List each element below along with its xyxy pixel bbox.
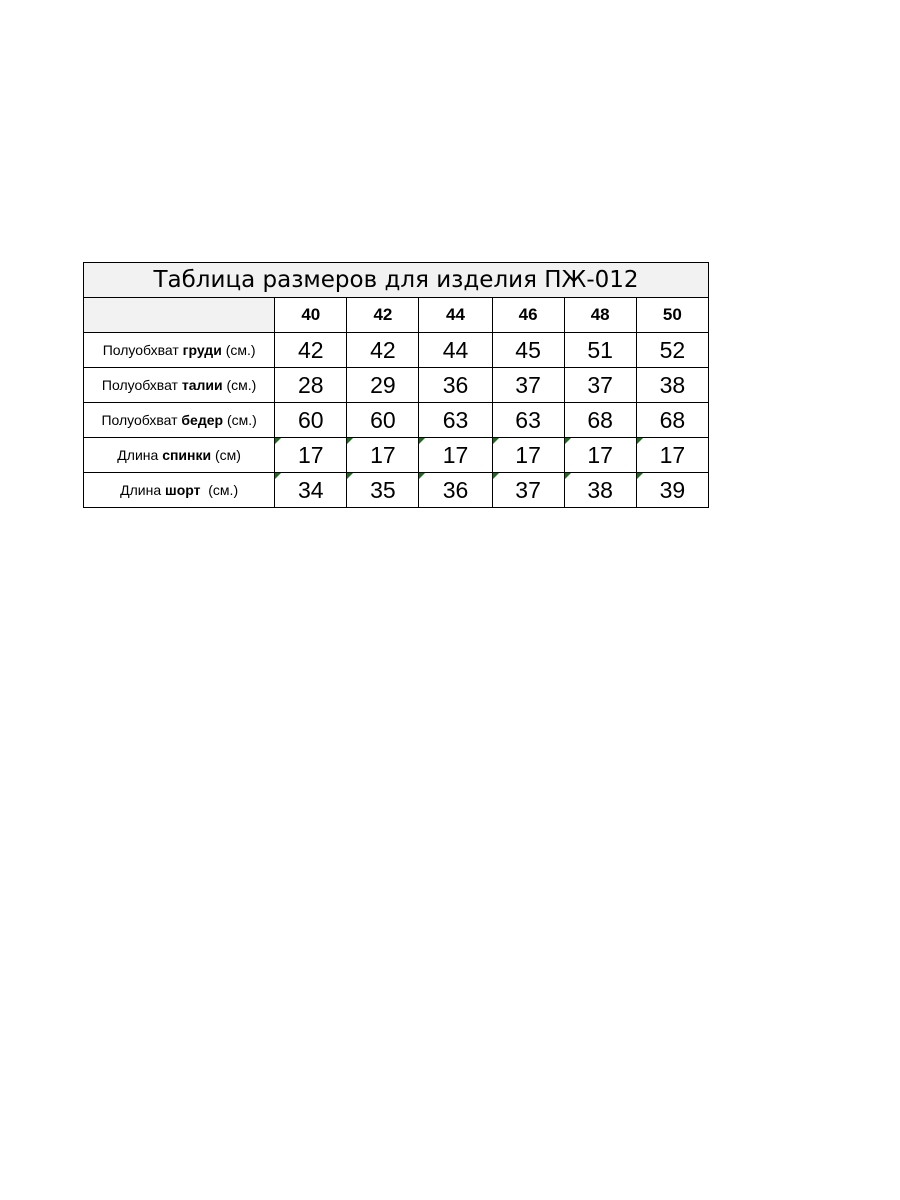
value-cell: [347, 403, 419, 438]
value-cell: [492, 368, 564, 403]
row-label-prefix: Полуобхват: [101, 412, 182, 428]
value-text: 37: [515, 371, 541, 398]
cell-marker-icon: [347, 473, 353, 479]
value-text: 17: [442, 441, 469, 468]
value-cell: [275, 368, 347, 403]
value-text: 34: [298, 476, 324, 503]
value-text: 60: [298, 406, 324, 433]
value-text: 44: [442, 336, 469, 363]
value-text: 42: [370, 336, 396, 363]
size-chart-table: [83, 262, 709, 508]
value-cell: [347, 333, 419, 368]
value-text: 37: [515, 476, 541, 503]
table-title: Таблица размеров для изделия ПЖ-012: [84, 263, 709, 298]
row-label-measure: груди: [182, 342, 222, 358]
value-text: 28: [298, 371, 324, 398]
value-cell: [275, 473, 347, 508]
value-cell: [564, 403, 636, 438]
value-text: 38: [587, 476, 613, 503]
value-cell: [275, 403, 347, 438]
value-text: 60: [370, 406, 396, 433]
cell-marker-icon: [275, 473, 281, 479]
value-cell: [492, 403, 564, 438]
row-label-measure: шорт: [165, 482, 201, 498]
value-cell: [564, 438, 636, 473]
size-header-cell: 50: [636, 298, 708, 333]
row-label-measure: талии: [181, 377, 223, 393]
size-header-cell: 40: [275, 298, 347, 333]
row-label-measure: бедер: [181, 412, 224, 428]
cell-marker-icon: [637, 438, 643, 444]
value-cell: [419, 438, 492, 473]
value-cell: [347, 368, 419, 403]
value-text: 52: [659, 336, 686, 363]
value-cell: [492, 333, 564, 368]
value-text: 38: [659, 371, 686, 398]
value-text: 63: [515, 406, 541, 433]
row-label-prefix: Длина: [117, 447, 163, 463]
value-cell: [564, 333, 636, 368]
value-text: 17: [370, 441, 396, 468]
cell-marker-icon: [275, 438, 281, 444]
size-header-row: [84, 298, 709, 333]
row-label-cell: [84, 438, 275, 473]
value-cell: [419, 333, 492, 368]
value-text: 36: [442, 371, 469, 398]
value-text: 51: [587, 336, 613, 363]
value-cell: [492, 438, 564, 473]
measurement-rows: [84, 333, 709, 508]
value-cell: [419, 473, 492, 508]
value-cell: [636, 333, 708, 368]
value-text: 37: [587, 371, 613, 398]
cell-marker-icon: [347, 438, 353, 444]
value-cell: [492, 473, 564, 508]
value-text: 35: [370, 476, 396, 503]
value-text: 63: [442, 406, 469, 433]
cell-marker-icon: [637, 473, 643, 479]
value-text: 68: [659, 406, 686, 433]
row-label-unit: (см.): [200, 482, 239, 498]
size-header-cell: 44: [419, 298, 492, 333]
size-header-cell: 46: [492, 298, 564, 333]
value-text: 36: [442, 476, 469, 503]
value-text: 39: [659, 476, 686, 503]
size-header-cell: 48: [564, 298, 636, 333]
row-label-prefix: Полуобхват: [102, 342, 183, 358]
value-text: 17: [515, 441, 541, 468]
row-label-cell: [84, 403, 275, 438]
row-label-unit: (см.): [221, 342, 256, 358]
table-row: [84, 438, 709, 473]
row-label-cell: [84, 333, 275, 368]
header-corner-cell: [84, 298, 275, 333]
value-cell: [564, 368, 636, 403]
value-cell: [636, 368, 708, 403]
row-label-cell: [84, 473, 275, 508]
row-label-unit: (см.): [222, 377, 257, 393]
title-row: [84, 263, 709, 298]
value-text: 42: [298, 336, 324, 363]
row-label-cell: [84, 368, 275, 403]
row-label-unit: (см.): [223, 412, 257, 428]
cell-marker-icon: [493, 473, 499, 479]
cell-marker-icon: [565, 438, 571, 444]
size-header-cell: 42: [347, 298, 419, 333]
row-label-prefix: Длина: [120, 482, 166, 498]
value-cell: [564, 473, 636, 508]
row-label-unit: (см): [211, 447, 241, 463]
value-cell: [275, 333, 347, 368]
value-text: 17: [587, 441, 613, 468]
table-row: [84, 368, 709, 403]
cell-marker-icon: [493, 438, 499, 444]
table-row: [84, 473, 709, 508]
value-cell: [347, 438, 419, 473]
cell-marker-icon: [565, 473, 571, 479]
row-label-measure: спинки: [162, 447, 212, 463]
value-cell: [347, 473, 419, 508]
table-row: [84, 403, 709, 438]
cell-marker-icon: [419, 473, 425, 479]
value-cell: [419, 403, 492, 438]
value-cell: [636, 473, 708, 508]
value-cell: [275, 438, 347, 473]
value-text: 17: [659, 441, 686, 468]
value-text: 17: [298, 441, 324, 468]
value-cell: [636, 438, 708, 473]
value-text: 68: [587, 406, 613, 433]
value-cell: [419, 368, 492, 403]
row-label-prefix: Полуобхват: [101, 377, 182, 393]
cell-marker-icon: [419, 438, 425, 444]
value-text: 29: [370, 371, 396, 398]
value-text: 45: [515, 336, 541, 363]
value-cell: [636, 403, 708, 438]
table-row: [84, 333, 709, 368]
